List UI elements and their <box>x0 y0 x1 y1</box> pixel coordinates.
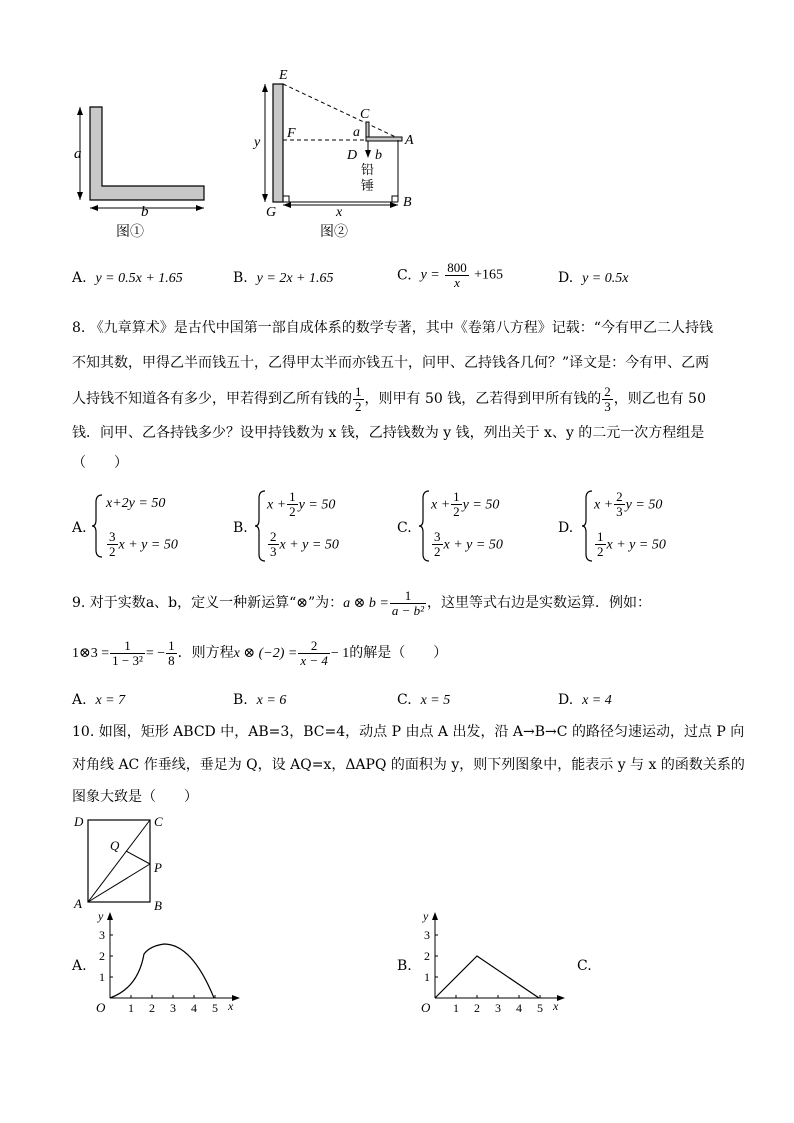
x-tick-label: 2 <box>149 1001 155 1015</box>
fig2-label-A: A <box>405 133 414 148</box>
figure-2 <box>250 64 425 244</box>
q9-option-c[interactable]: C. x = 5 <box>397 692 451 708</box>
q9-line-2: 1⊗3 = $\frac{1}{\text{1 − 3²}}$ = − $\frac{1}{8}$ ．则方程x ⊗ (−2) = $\frac{2}{x - 4}$ − 1的解是（ ） <box>72 637 448 668</box>
fraction: $\frac{800}{x}$ <box>447 260 467 290</box>
fig2-label-E: E <box>279 68 288 83</box>
fig1-label-b: b <box>141 204 149 220</box>
q10-rectangle-figure <box>70 812 170 912</box>
brace-icon <box>92 494 104 558</box>
rect-label-P: P <box>154 860 162 875</box>
q10-option-a[interactable]: A. 1 2 3 4 5 1 2 3 y x O <box>72 910 252 1020</box>
q10-option-b[interactable]: B. 1 2 3 4 5 1 2 3 y x O <box>397 910 577 1020</box>
q9-option-a[interactable]: A. x = 7 <box>72 692 126 708</box>
fig2-label-x: x <box>336 205 343 220</box>
graph-b-y-label: y <box>423 910 429 923</box>
x-tick-label: 3 <box>170 1001 176 1015</box>
fig2-label-a: a <box>353 125 360 140</box>
q7-option-b[interactable]: B. y = 2x + 1.65 <box>233 270 334 286</box>
fig2-label-G: G <box>266 205 277 220</box>
fig2-label-y: y <box>254 135 261 150</box>
q10-line-3: 图象大致是（ ） <box>72 789 198 805</box>
q9-option-d[interactable]: D. x = 4 <box>558 692 612 708</box>
q8-option-b[interactable]: B. x + $\frac{1}{2}$ y = 50 $\frac{2}{3}$ x + y = 50 <box>233 490 383 562</box>
q7-option-c[interactable]: C. y = $\frac{800}{x}$ +165 <box>397 260 504 290</box>
q8-option-d[interactable]: D. x + $\frac{2}{3}$ y = 50 $\frac{1}{2}$ x + y = 50 <box>558 490 708 562</box>
q10-line-2: 对角线 AC 作垂线，垂足为 Q，设 AQ=x，ΔAPQ 的面积为 y，则下列图象中，能表示 y 与 x 的函数关系的 <box>72 757 745 773</box>
q8-option-a[interactable]: A. x+2y = 50 $\frac{3}{2}$ x + y = 50 <box>72 496 178 559</box>
q8-line-3: 人持钱不知道各有多少，甲若得到乙所有钱的 $\frac{1}{2}$ ，则甲有 50 钱，乙若得到甲所有钱的 $\frac{2}{3}$ ，则乙也有 50 <box>72 383 706 414</box>
y-tick-label: 1 <box>99 970 105 984</box>
y-tick-label: 2 <box>99 949 105 963</box>
q8-line-1: 8. 《九章算术》是古代中国第一部自成体系的数学专著，其中《卷第八方程》记载：“今有甲乙二人持钱 <box>72 320 713 336</box>
rect-label-D: D <box>74 814 84 829</box>
rect-label-Q: Q <box>110 838 120 853</box>
y-tick-label: 2 <box>424 949 430 963</box>
q8-line-2: 不知其数，甲得乙半而钱五十，乙得甲太半而亦钱五十，问甲、乙持钱各几何？”译文是：今有甲、乙两 <box>72 355 710 371</box>
y-tick-label: 1 <box>424 970 430 984</box>
q7-option-d[interactable]: D. y = 0.5x <box>558 270 629 286</box>
x-tick-label: 4 <box>516 1001 522 1015</box>
fig2-label-B: B <box>403 195 412 210</box>
q9-line-1: 9. 对于实数a、b，定义一种新运算“⊗”为：a ⊗ b = $\frac{1}{\text{a − b²}}$ ，这里等式右边是实数运算．例如： <box>72 587 652 618</box>
graph-a <box>90 910 250 1020</box>
fig2-label-D: D <box>347 148 358 163</box>
figure-1 <box>70 100 220 245</box>
x-tick-label: 5 <box>212 1001 218 1015</box>
fig2-label-lead2: 锤 <box>361 178 375 193</box>
rect-label-B: B <box>154 898 162 912</box>
graph-a-x-label: x <box>228 999 234 1013</box>
fig1-label-a: a <box>74 146 82 162</box>
graph-b-x-label: x <box>553 999 559 1013</box>
brace-icon <box>255 490 267 562</box>
fig2-label-F: F <box>287 126 296 141</box>
q10-line-1: 10. 如图，矩形 ABCD 中，AB=3，BC=4，动点 P 由点 A 出发，沿 A→B→C 的路径匀速运动，过点 P 向 <box>72 724 745 740</box>
brace-icon <box>419 490 431 562</box>
q7-option-a[interactable]: A. y = 0.5x + 1.65 <box>72 270 183 286</box>
graph-b-origin: O <box>421 1000 431 1015</box>
q8-line-5: （ ） <box>72 455 128 471</box>
x-tick-label: 1 <box>453 1001 459 1015</box>
q10-option-c[interactable]: C. <box>577 958 592 974</box>
fig2-caption: 图② <box>320 225 348 240</box>
brace-icon <box>582 490 594 562</box>
q9-option-b[interactable]: B. x = 6 <box>233 692 287 708</box>
graph-a-y-label: y <box>98 910 104 923</box>
q8-line-4: 钱．问甲、乙各持钱多少？设甲持钱数为 x 钱，乙持钱数为 y 钱，列出关于 x、y 的二元一次方程组是 <box>72 425 705 441</box>
fig2-label-C: C <box>360 107 370 122</box>
x-tick-label: 1 <box>128 1001 134 1015</box>
graph-a-origin: O <box>96 1000 106 1015</box>
y-tick-label: 3 <box>99 928 105 942</box>
x-tick-label: 2 <box>474 1001 480 1015</box>
x-tick-label: 3 <box>495 1001 501 1015</box>
graph-b <box>415 910 575 1020</box>
q8-option-c[interactable]: C. x + $\frac{1}{2}$ y = 50 $\frac{3}{2}$ x + y = 50 <box>397 490 547 562</box>
y-tick-label: 3 <box>424 928 430 942</box>
fig2-label-lead1: 铅 <box>361 162 375 177</box>
fig2-label-b: b <box>375 148 382 163</box>
rect-label-A: A <box>74 896 82 911</box>
rect-label-C: C <box>154 814 163 829</box>
x-tick-label: 4 <box>191 1001 197 1015</box>
fig1-caption: 图① <box>116 225 144 240</box>
x-tick-label: 5 <box>537 1001 543 1015</box>
